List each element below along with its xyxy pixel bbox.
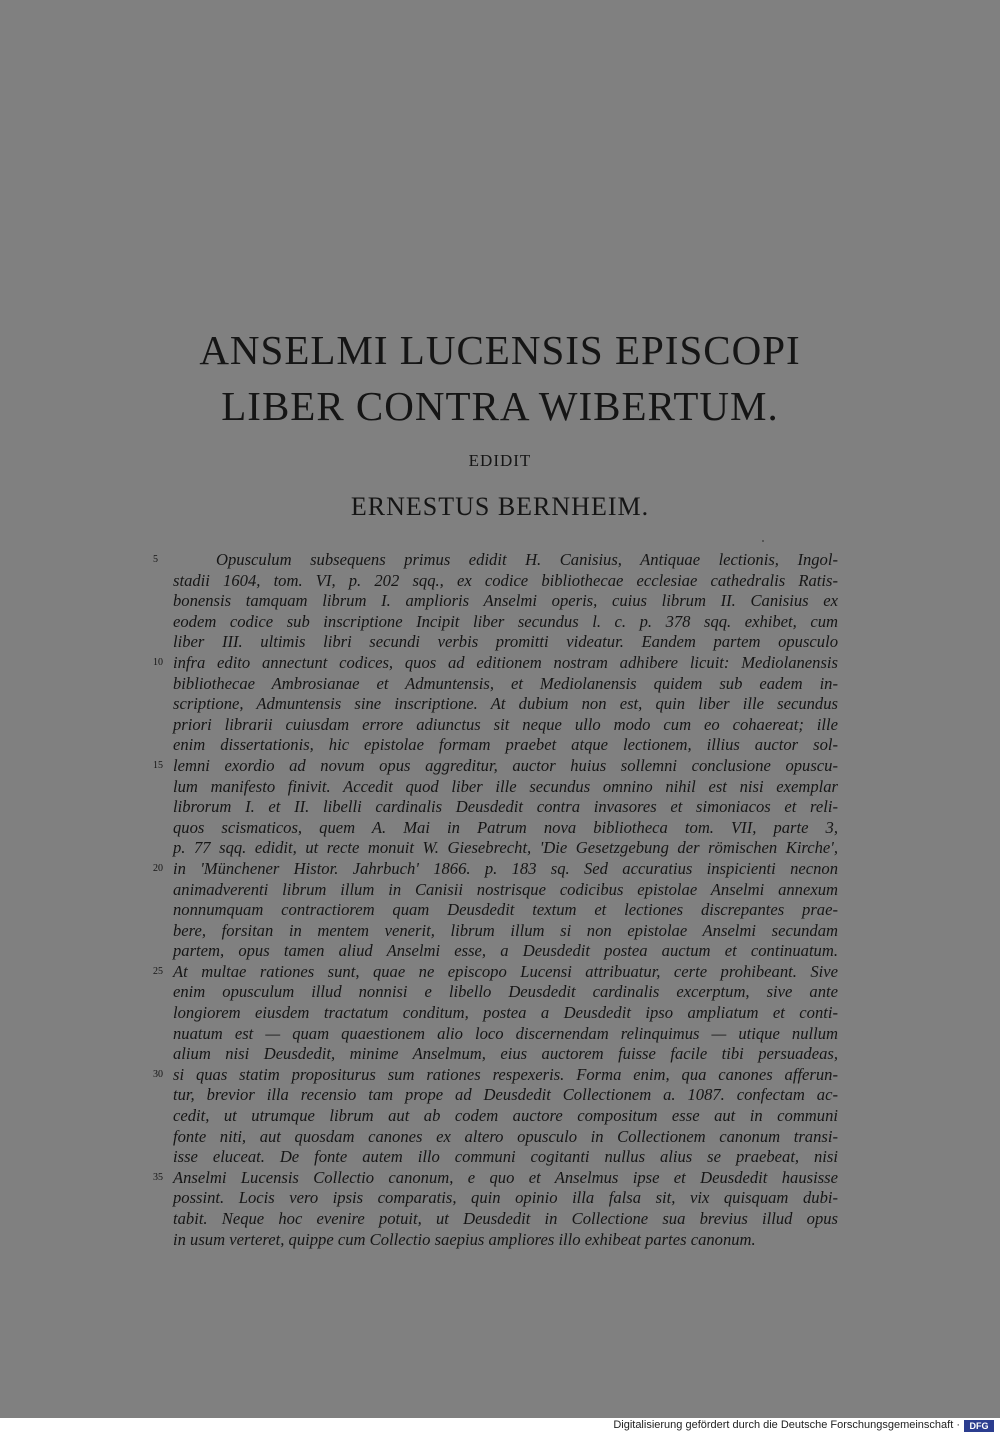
line-text: possint. Locis vero ipsis comparatis, quin opinio illa falsa sit, vix quisquam dubi- xyxy=(173,1188,838,1208)
text-line xyxy=(173,1147,838,1168)
text-line xyxy=(173,1044,838,1065)
line-text: fonte niti, aut quosdam canones ex altero opusculo in Collectionem canonum transi- xyxy=(173,1126,838,1146)
line-text: quos scismaticos, quem A. Mai in Patrum nova bibliotheca tom. VII, parte 3, xyxy=(173,817,838,837)
text-line xyxy=(173,1230,838,1251)
text-line xyxy=(173,838,838,859)
text-line xyxy=(173,571,838,592)
footer-bar xyxy=(0,1418,1000,1434)
text-line xyxy=(173,674,838,695)
line-text: isse eluceat. De fonte autem illo communi cogitanti nullus alius se praebeat, nisi xyxy=(173,1147,838,1167)
title-line-2: LIBER CONTRA WIBERTUM. xyxy=(221,383,779,429)
text-line xyxy=(173,797,838,818)
line-text: liber III. ultimis libri secundi verbis promitti videatur. Eandem partem opusculo xyxy=(173,632,838,652)
text-line xyxy=(173,632,838,653)
line-number: 5 xyxy=(153,554,158,565)
text-line xyxy=(173,1024,838,1045)
text-line xyxy=(153,1167,838,1189)
line-text: bonensis tamquam librum I. amplioris Anselmi operis, cuius librum II. Canisius ex xyxy=(173,591,838,611)
line-text: alium nisi Deusdedit, minime Anselmum, eius auctorem fuisse facile tibi persuadeas, xyxy=(173,1044,838,1064)
line-number: 20 xyxy=(153,862,163,874)
title-line-1: ANSELMI LUCENSIS EPISCOPI xyxy=(199,327,801,373)
line-text: partem, opus tamen aliud Anselmi esse, a Deusdedit postea auctum et continuatum. xyxy=(173,941,838,961)
line-text: tur, brevior illa recensio tam prope ad Deusdedit Collectionem a. 1087. confectam ac- xyxy=(173,1085,838,1105)
line-text: bibliothecae Ambrosianae et Admuntensis, et Mediolanensis quidem sub eadem in- xyxy=(173,673,838,693)
line-text: cedit, ut utrumque librum aut ab codem auctore compositum esse aut in communi xyxy=(173,1106,838,1126)
dfg-logo-icon: DFG xyxy=(964,1420,994,1432)
text-line xyxy=(153,961,838,983)
line-number: 35 xyxy=(153,1171,163,1183)
line-number: 30 xyxy=(153,1068,163,1080)
text-line xyxy=(173,591,838,612)
text-line xyxy=(153,550,838,571)
line-text: in 'Münchener Histor. Jahrbuch' 1866. p. 183 sq. Sed accuratius inspicienti necnon xyxy=(173,858,838,878)
footer-credit: Digitalisierung gefördert durch die Deutsche Forschungsgemeinschaft · xyxy=(613,1419,960,1431)
line-text: Anselmi Lucensis Collectio canonum, e quo et Anselmus ipse et Deusdedit hausisse xyxy=(173,1167,838,1187)
text-line xyxy=(173,1085,838,1106)
text-line xyxy=(173,900,838,921)
line-text: nuatum est — quam quaestionem alio loco discernendam relinquimus — utique nullum xyxy=(173,1023,838,1043)
text-line xyxy=(153,1064,838,1086)
line-text: enim opusculum illud nonnisi e libello Deusdedit cardinalis excerptum, sive ante xyxy=(173,982,838,1002)
text-line xyxy=(173,777,838,798)
line-text: Opusculum subsequens primus edidit H. Canisius, Antiquae lectionis, Ingol- xyxy=(216,550,838,569)
line-text: enim dissertationis, hic epistolae formam praebet atque lectionem, illius auctor sol- xyxy=(173,735,838,755)
line-text: librorum I. et II. libelli cardinalis Deusdedit contra invasores et simoniacos et reli- xyxy=(173,797,838,817)
line-text: infra edito annectunt codices, quos ad editionem nostram adhibere licuit: Mediolanensis xyxy=(173,652,838,672)
text-line xyxy=(173,694,838,715)
line-text: p. 77 sqq. edidit, ut recte monuit W. Giesebrecht, 'Die Gesetzgebung der römischen Kirche', xyxy=(173,838,838,858)
line-number: 10 xyxy=(153,656,163,668)
text-line xyxy=(173,1003,838,1024)
text-line xyxy=(173,880,838,901)
line-text: bere, forsitan in mentem venerit, librum illum si non epistolae Anselmi secundam xyxy=(173,920,838,940)
line-text: eodem codice sub inscriptione Incipit liber secundus l. c. p. 378 sqq. exhibet, cum xyxy=(173,611,838,631)
line-text: At multae rationes sunt, quae ne episcopo Lucensi attribuatur, certe prohibeant. Sive xyxy=(173,961,838,981)
text-line xyxy=(173,818,838,839)
text-line xyxy=(153,755,838,777)
line-text: scriptione, Admuntensis sine inscriptione. At dubium non est, quin liber ille secundus xyxy=(173,694,838,714)
body-text xyxy=(153,550,838,1250)
text-line xyxy=(173,735,838,756)
text-line xyxy=(173,941,838,962)
line-text: nonnumquam contractiorem quam Deusdedit textum et lectiones discrepantes prae- xyxy=(173,900,838,920)
line-text: lum manifesto finivit. Accedit quod liber ille secundus omnino nihil est nisi exemplar xyxy=(173,776,838,796)
text-line xyxy=(173,715,838,736)
text-line xyxy=(153,858,838,880)
line-text: in usum verteret, quippe cum Collectio saepius ampliores illo exhibeat partes canonum. xyxy=(173,1229,756,1249)
text-line xyxy=(173,1127,838,1148)
line-text: lemni exordio ad novum opus aggreditur, auctor huius sollemni conclusione opuscu- xyxy=(173,755,838,775)
text-line xyxy=(173,921,838,942)
editor-name: ERNESTUS BERNHEIM. xyxy=(350,492,650,521)
line-text: animadverenti librum illum in Canisii nostrisque codicibus epistolae Anselmi annexum xyxy=(173,879,838,899)
line-number: 15 xyxy=(153,759,163,771)
line-text: si quas statim propositurus sum rationes respexeris. Forma enim, qua canones afferun- xyxy=(173,1064,838,1084)
text-line xyxy=(173,1106,838,1127)
line-text: longiorem eiusdem tractatum conditum, postea a Deusdedit ipso ampliatum et conti- xyxy=(173,1003,838,1023)
text-line xyxy=(153,652,838,674)
edidit-label: EDIDIT xyxy=(468,451,532,470)
line-number: 25 xyxy=(153,965,163,977)
text-line xyxy=(173,612,838,633)
scan-speck xyxy=(762,540,764,542)
line-text: stadii 1604, tom. VI, p. 202 sqq., ex codice bibliothecae ecclesiae cathedralis Ratis- xyxy=(173,570,838,590)
text-line xyxy=(173,982,838,1003)
text-line xyxy=(173,1188,838,1209)
line-text: tabit. Neque hoc evenire potuit, ut Deusdedit in Collectione sua brevius illud opus xyxy=(173,1209,838,1228)
line-text: priori librarii cuiusdam errore adiunctus sit neque ullo modo cum eo cohaereat; ille xyxy=(173,714,838,734)
text-line xyxy=(173,1209,838,1230)
